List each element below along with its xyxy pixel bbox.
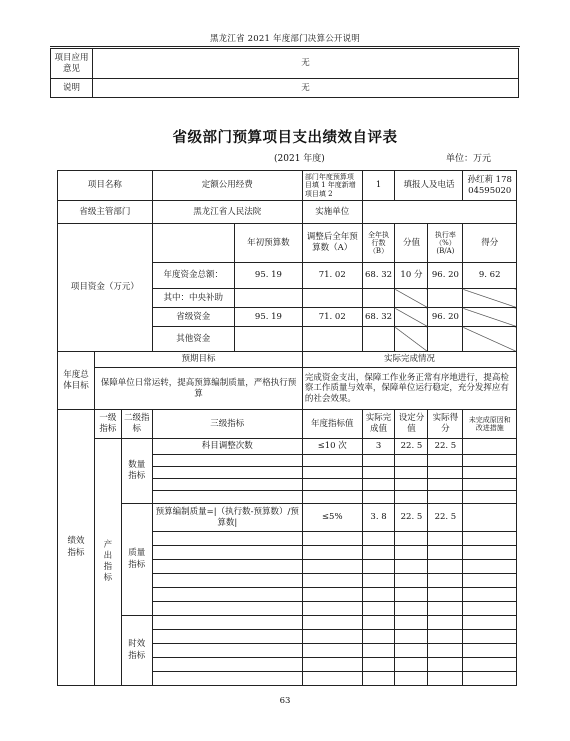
- indicator-name: 科目调整次数: [152, 439, 302, 455]
- dept-value: 黑龙江省人民法院: [152, 201, 302, 224]
- year-label: (2021 年度): [274, 154, 325, 164]
- ind-header-level2: 二级指标: [121, 410, 152, 439]
- category-label: 部门年度预算项目填 1 年度新增项目填 2: [302, 171, 362, 201]
- funds-row-initial: [234, 289, 302, 308]
- ind-header-level3: 三级指标: [152, 410, 302, 439]
- funds-row-rate: [428, 289, 463, 308]
- empty-cell: [362, 560, 395, 574]
- ind-header-target: 年度指标值: [302, 410, 362, 439]
- funds-row-score: 10 分: [395, 263, 428, 289]
- empty-cell: [152, 658, 302, 672]
- empty-cell: [395, 588, 428, 602]
- empty-cell: [152, 644, 302, 658]
- indicator-reason: [463, 439, 517, 455]
- empty-cell: [152, 602, 302, 616]
- quality-label: 质量指标: [121, 504, 152, 616]
- opinion-value: 无: [93, 49, 519, 79]
- empty-cell: [428, 616, 463, 630]
- empty-cell: [463, 491, 517, 504]
- quantity-label: 数量指标: [121, 439, 152, 504]
- ind-header-actual: 实际完成值: [362, 410, 395, 439]
- empty-cell: [395, 616, 428, 630]
- funds-row-executed: 68. 32: [362, 263, 395, 289]
- funds-row-adjusted: [302, 289, 362, 308]
- empty-cell: [362, 672, 395, 686]
- empty-cell: [395, 630, 428, 644]
- empty-cell: [302, 630, 362, 644]
- empty-cell: [362, 602, 395, 616]
- funds-header-rate: 执行率（%）(B/A): [428, 224, 463, 263]
- empty-cell: [302, 546, 362, 560]
- indicator-actual: 3. 8: [362, 504, 395, 532]
- empty-cell: [395, 672, 428, 686]
- empty-cell: [302, 491, 362, 504]
- funds-header-initial: 年初预算数: [234, 224, 302, 263]
- empty-cell: [463, 644, 517, 658]
- empty-cell: [302, 672, 362, 686]
- empty-cell: [463, 602, 517, 616]
- empty-cell: [302, 455, 362, 467]
- empty-cell: [362, 491, 395, 504]
- empty-cell: [152, 560, 302, 574]
- category-value: 1: [362, 171, 395, 201]
- empty-cell: [395, 602, 428, 616]
- funds-row-adjusted: 71. 02: [302, 308, 362, 327]
- ind-header-score: 设定分值: [395, 410, 428, 439]
- indicator-reason: [463, 504, 517, 532]
- funds-header-adjusted: 调整后全年预算数（A）: [302, 224, 362, 263]
- funds-row-rate: [428, 327, 463, 352]
- empty-cell: [302, 602, 362, 616]
- empty-cell: [463, 546, 517, 560]
- indicator-name: 预算编制质量=|（执行数-预算数）/预算数|: [152, 504, 302, 532]
- empty-cell: [428, 644, 463, 658]
- indicator-score: 22. 5: [395, 439, 428, 455]
- funds-row-executed: [362, 327, 395, 352]
- funds-row-adjusted: 71. 02: [302, 263, 362, 289]
- document-header: 黑龙江省 2021 年度部门决算公开说明: [209, 34, 361, 44]
- empty-cell: [428, 560, 463, 574]
- funds-row-initial: [234, 327, 302, 352]
- empty-cell: [395, 658, 428, 672]
- indicator-score: 22. 5: [395, 504, 428, 532]
- empty-cell: [152, 532, 302, 546]
- empty-cell: [302, 574, 362, 588]
- empty-cell: [152, 455, 302, 467]
- empty-cell: [152, 546, 302, 560]
- empty-cell: [152, 588, 302, 602]
- opinion-label: 项目应用意见: [51, 49, 93, 79]
- unit-label: 单位：万元: [446, 154, 492, 164]
- empty-cell: [463, 479, 517, 491]
- empty-cell: [395, 455, 428, 467]
- empty-cell: [302, 467, 362, 479]
- goals-label: 年度总体目标: [58, 352, 95, 410]
- empty-cell: [302, 616, 362, 630]
- dept-label: 省级主管部门: [58, 201, 153, 224]
- funds-row-label: 其他资金: [152, 327, 234, 352]
- funds-row-label: 年度资金总额：: [152, 263, 234, 289]
- project-name-label: 项目名称: [58, 171, 153, 201]
- funds-row-label: 省级资金: [152, 308, 234, 327]
- empty-cell: [362, 630, 395, 644]
- empty-cell: [362, 644, 395, 658]
- empty-cell: [362, 616, 395, 630]
- empty-cell: [463, 588, 517, 602]
- funds-row-executed: [362, 289, 395, 308]
- empty-cell: [395, 467, 428, 479]
- goals-expected-label: 预期目标: [95, 352, 303, 368]
- empty-cell: [463, 560, 517, 574]
- empty-cell: [362, 574, 395, 588]
- exec-unit-value: [362, 201, 516, 224]
- empty-cell: [395, 491, 428, 504]
- empty-cell: [428, 546, 463, 560]
- ind-header-level1: 一级指标: [95, 410, 122, 439]
- funds-header-executed: 全年执行数（B）: [362, 224, 395, 263]
- funds-row-score-na: [395, 327, 428, 352]
- note-label: 说明: [51, 79, 93, 98]
- funds-row-points-na: [463, 308, 517, 327]
- output-label: 产出指标: [95, 439, 122, 686]
- indicator-actual: 3: [362, 439, 395, 455]
- indicator-target: ≤10 次: [302, 439, 362, 455]
- empty-cell: [362, 467, 395, 479]
- empty-cell: [395, 574, 428, 588]
- opinion-table: [50, 48, 519, 98]
- funds-row-rate: 96. 20: [428, 263, 463, 289]
- empty-cell: [302, 658, 362, 672]
- empty-cell: [302, 588, 362, 602]
- empty-cell: [428, 602, 463, 616]
- empty-cell: [152, 479, 302, 491]
- empty-cell: [395, 560, 428, 574]
- empty-cell: [428, 479, 463, 491]
- empty-cell: [463, 616, 517, 630]
- project-name: 定额公用经费: [152, 171, 302, 201]
- empty-cell: [463, 658, 517, 672]
- funds-row-score-na: [395, 289, 428, 308]
- empty-cell: [395, 546, 428, 560]
- funds-row-points-na: [463, 327, 517, 352]
- empty-cell: [152, 630, 302, 644]
- empty-cell: [362, 588, 395, 602]
- empty-cell: [463, 455, 517, 467]
- empty-cell: [152, 574, 302, 588]
- funds-label: 项目资金（万元）: [58, 224, 153, 352]
- empty-cell: [152, 616, 302, 630]
- empty-cell: [428, 658, 463, 672]
- funds-row-points: 9. 62: [463, 263, 517, 289]
- funds-header-blank: [152, 224, 234, 263]
- ind-header-reason: 未完成原因和改进措施: [463, 410, 517, 439]
- empty-cell: [362, 532, 395, 546]
- empty-cell: [362, 479, 395, 491]
- empty-cell: [152, 491, 302, 504]
- empty-cell: [395, 532, 428, 546]
- note-value: 无: [93, 79, 519, 98]
- empty-cell: [428, 574, 463, 588]
- funds-row-rate: 96. 20: [428, 308, 463, 327]
- empty-cell: [302, 644, 362, 658]
- empty-cell: [302, 560, 362, 574]
- goals-actual: 完成资金支出，保障工作业务正常有序地进行，提高检察工作质量与效率，保障单位运行稳定，充分发挥应有的社会效果。: [302, 368, 516, 410]
- empty-cell: [302, 479, 362, 491]
- empty-cell: [428, 630, 463, 644]
- evaluation-table: [57, 170, 517, 686]
- timeliness-label: 时效指标: [121, 616, 152, 686]
- reporter: 孙红莉 17804595020: [463, 171, 517, 201]
- funds-row-initial: 95. 19: [234, 263, 302, 289]
- empty-cell: [463, 630, 517, 644]
- empty-cell: [395, 644, 428, 658]
- empty-cell: [463, 532, 517, 546]
- empty-cell: [302, 532, 362, 546]
- empty-cell: [395, 479, 428, 491]
- page-number: 63: [279, 696, 291, 706]
- indicator-got: 22. 5: [428, 504, 463, 532]
- empty-cell: [463, 467, 517, 479]
- empty-cell: [463, 574, 517, 588]
- funds-header-points: 得分: [463, 224, 517, 263]
- funds-row-points-na: [463, 289, 517, 308]
- empty-cell: [428, 672, 463, 686]
- funds-row-initial: 95. 19: [234, 308, 302, 327]
- funds-row-adjusted: [302, 327, 362, 352]
- empty-cell: [428, 467, 463, 479]
- empty-cell: [428, 532, 463, 546]
- empty-cell: [463, 672, 517, 686]
- empty-cell: [362, 455, 395, 467]
- indicator-target: ≤5%: [302, 504, 362, 532]
- funds-row-score-na: [395, 308, 428, 327]
- funds-row-label: 其中：中央补助: [152, 289, 234, 308]
- header-rule: [50, 46, 520, 47]
- empty-cell: [428, 491, 463, 504]
- goals-expected: 保障单位日常运转，提高预算编制质量，严格执行预算: [95, 368, 303, 410]
- funds-row-executed: 68. 32: [362, 308, 395, 327]
- reporter-label: 填报人及电话: [395, 171, 463, 201]
- indicators-label: 绩效指标: [58, 410, 95, 686]
- page-title: 省级部门预算项目支出绩效自评表: [172, 129, 398, 146]
- goals-actual-label: 实际完成情况: [302, 352, 516, 368]
- empty-cell: [362, 658, 395, 672]
- funds-header-score: 分值: [395, 224, 428, 263]
- empty-cell: [152, 672, 302, 686]
- indicator-got: 22. 5: [428, 439, 463, 455]
- empty-cell: [428, 455, 463, 467]
- ind-header-got: 实际得分: [428, 410, 463, 439]
- empty-cell: [152, 467, 302, 479]
- empty-cell: [362, 546, 395, 560]
- exec-unit-label: 实施单位: [302, 201, 362, 224]
- empty-cell: [428, 588, 463, 602]
